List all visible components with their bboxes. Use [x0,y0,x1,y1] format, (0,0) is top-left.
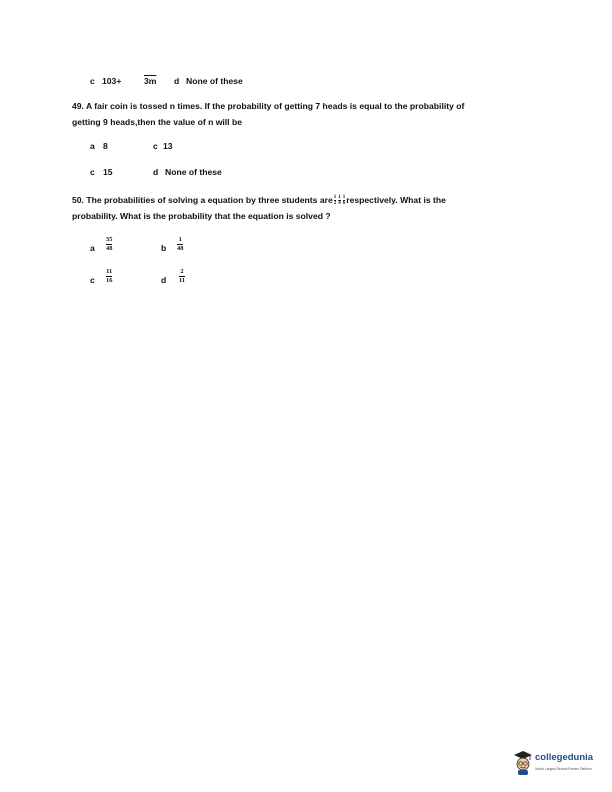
q50-option-a-den: 48 [106,245,113,252]
q50-option-a-fraction [106,236,112,252]
q50-fraction-3 [343,195,346,207]
question-49-line2: getting 9 heads,then the value of n will be [72,117,242,127]
q50-option-c-den: 16 [106,277,113,284]
q49-option-c-label: c [153,141,158,151]
q50-fraction-3-num: 1 [342,194,346,200]
q50-fraction-2 [338,195,341,207]
question-50-text-pre: The probabilities of solving a equation by three students are [86,195,333,205]
option-d-label: d [174,76,180,86]
q50-option-d-fraction [179,268,185,284]
q49-option-c-value: 13 [163,141,173,151]
q50-option-d-den: 11 [179,277,186,284]
question-50 [72,192,542,224]
question-50-text-post: respectively. What is the [346,195,446,205]
question-50-line2: probability. What is the probability that the equation is solved ? [72,211,331,221]
q50-option-a-label: a [90,243,95,253]
q50-fraction-2-num: 1 [338,194,341,200]
q50-option-d-label: d [161,275,167,285]
question-49-number: 49. [72,101,84,111]
q50-option-c-label: c [90,275,95,285]
logo-tagline: India's Largest Student Review Platform [535,767,592,771]
graduate-mascot-icon [513,750,533,776]
option-c-label: c [90,76,95,86]
q50-fraction-1-num: 1 [333,194,337,200]
q50-fraction-3-den: 6 [342,201,346,207]
logo-name: collegedunia [535,752,594,763]
question-50-number: 50. [72,195,84,205]
q50-option-c-num: 11 [106,268,113,275]
question-50-line1 [72,192,542,208]
q49-option-a-label: a [90,141,95,151]
q50-option-b-fraction [177,236,183,252]
question-49 [72,98,542,130]
question-49-text: A fair coin is tossed n times. If the probability of getting 7 heads is equal to the probability of [86,101,465,111]
q50-option-d-num: 2 [180,268,184,275]
q50-option-c-fraction [106,268,112,284]
q49-option-d-value: None of these [165,167,222,177]
q50-option-b-den: 48 [177,245,184,252]
question-49-line1 [72,98,542,114]
q50-option-b-label: b [161,243,167,253]
option-mid-value: 3m [144,76,157,86]
q50-fraction-2-den: 4 [338,201,341,207]
q50-fraction-1 [334,195,337,207]
q50-option-a-num: 35 [106,236,113,243]
option-c-value: 103+ [102,76,122,86]
q49-option-d-label: d [153,167,159,177]
collegedunia-logo [513,750,599,780]
q49-option-c2-label: c [90,167,95,177]
q49-option-c2-value: 15 [103,167,113,177]
q50-option-b-num: 1 [178,236,182,243]
q50-fraction-1-den: 2 [333,201,337,207]
q49-option-a-value: 8 [103,141,108,151]
option-d-value: None of these [186,76,243,86]
